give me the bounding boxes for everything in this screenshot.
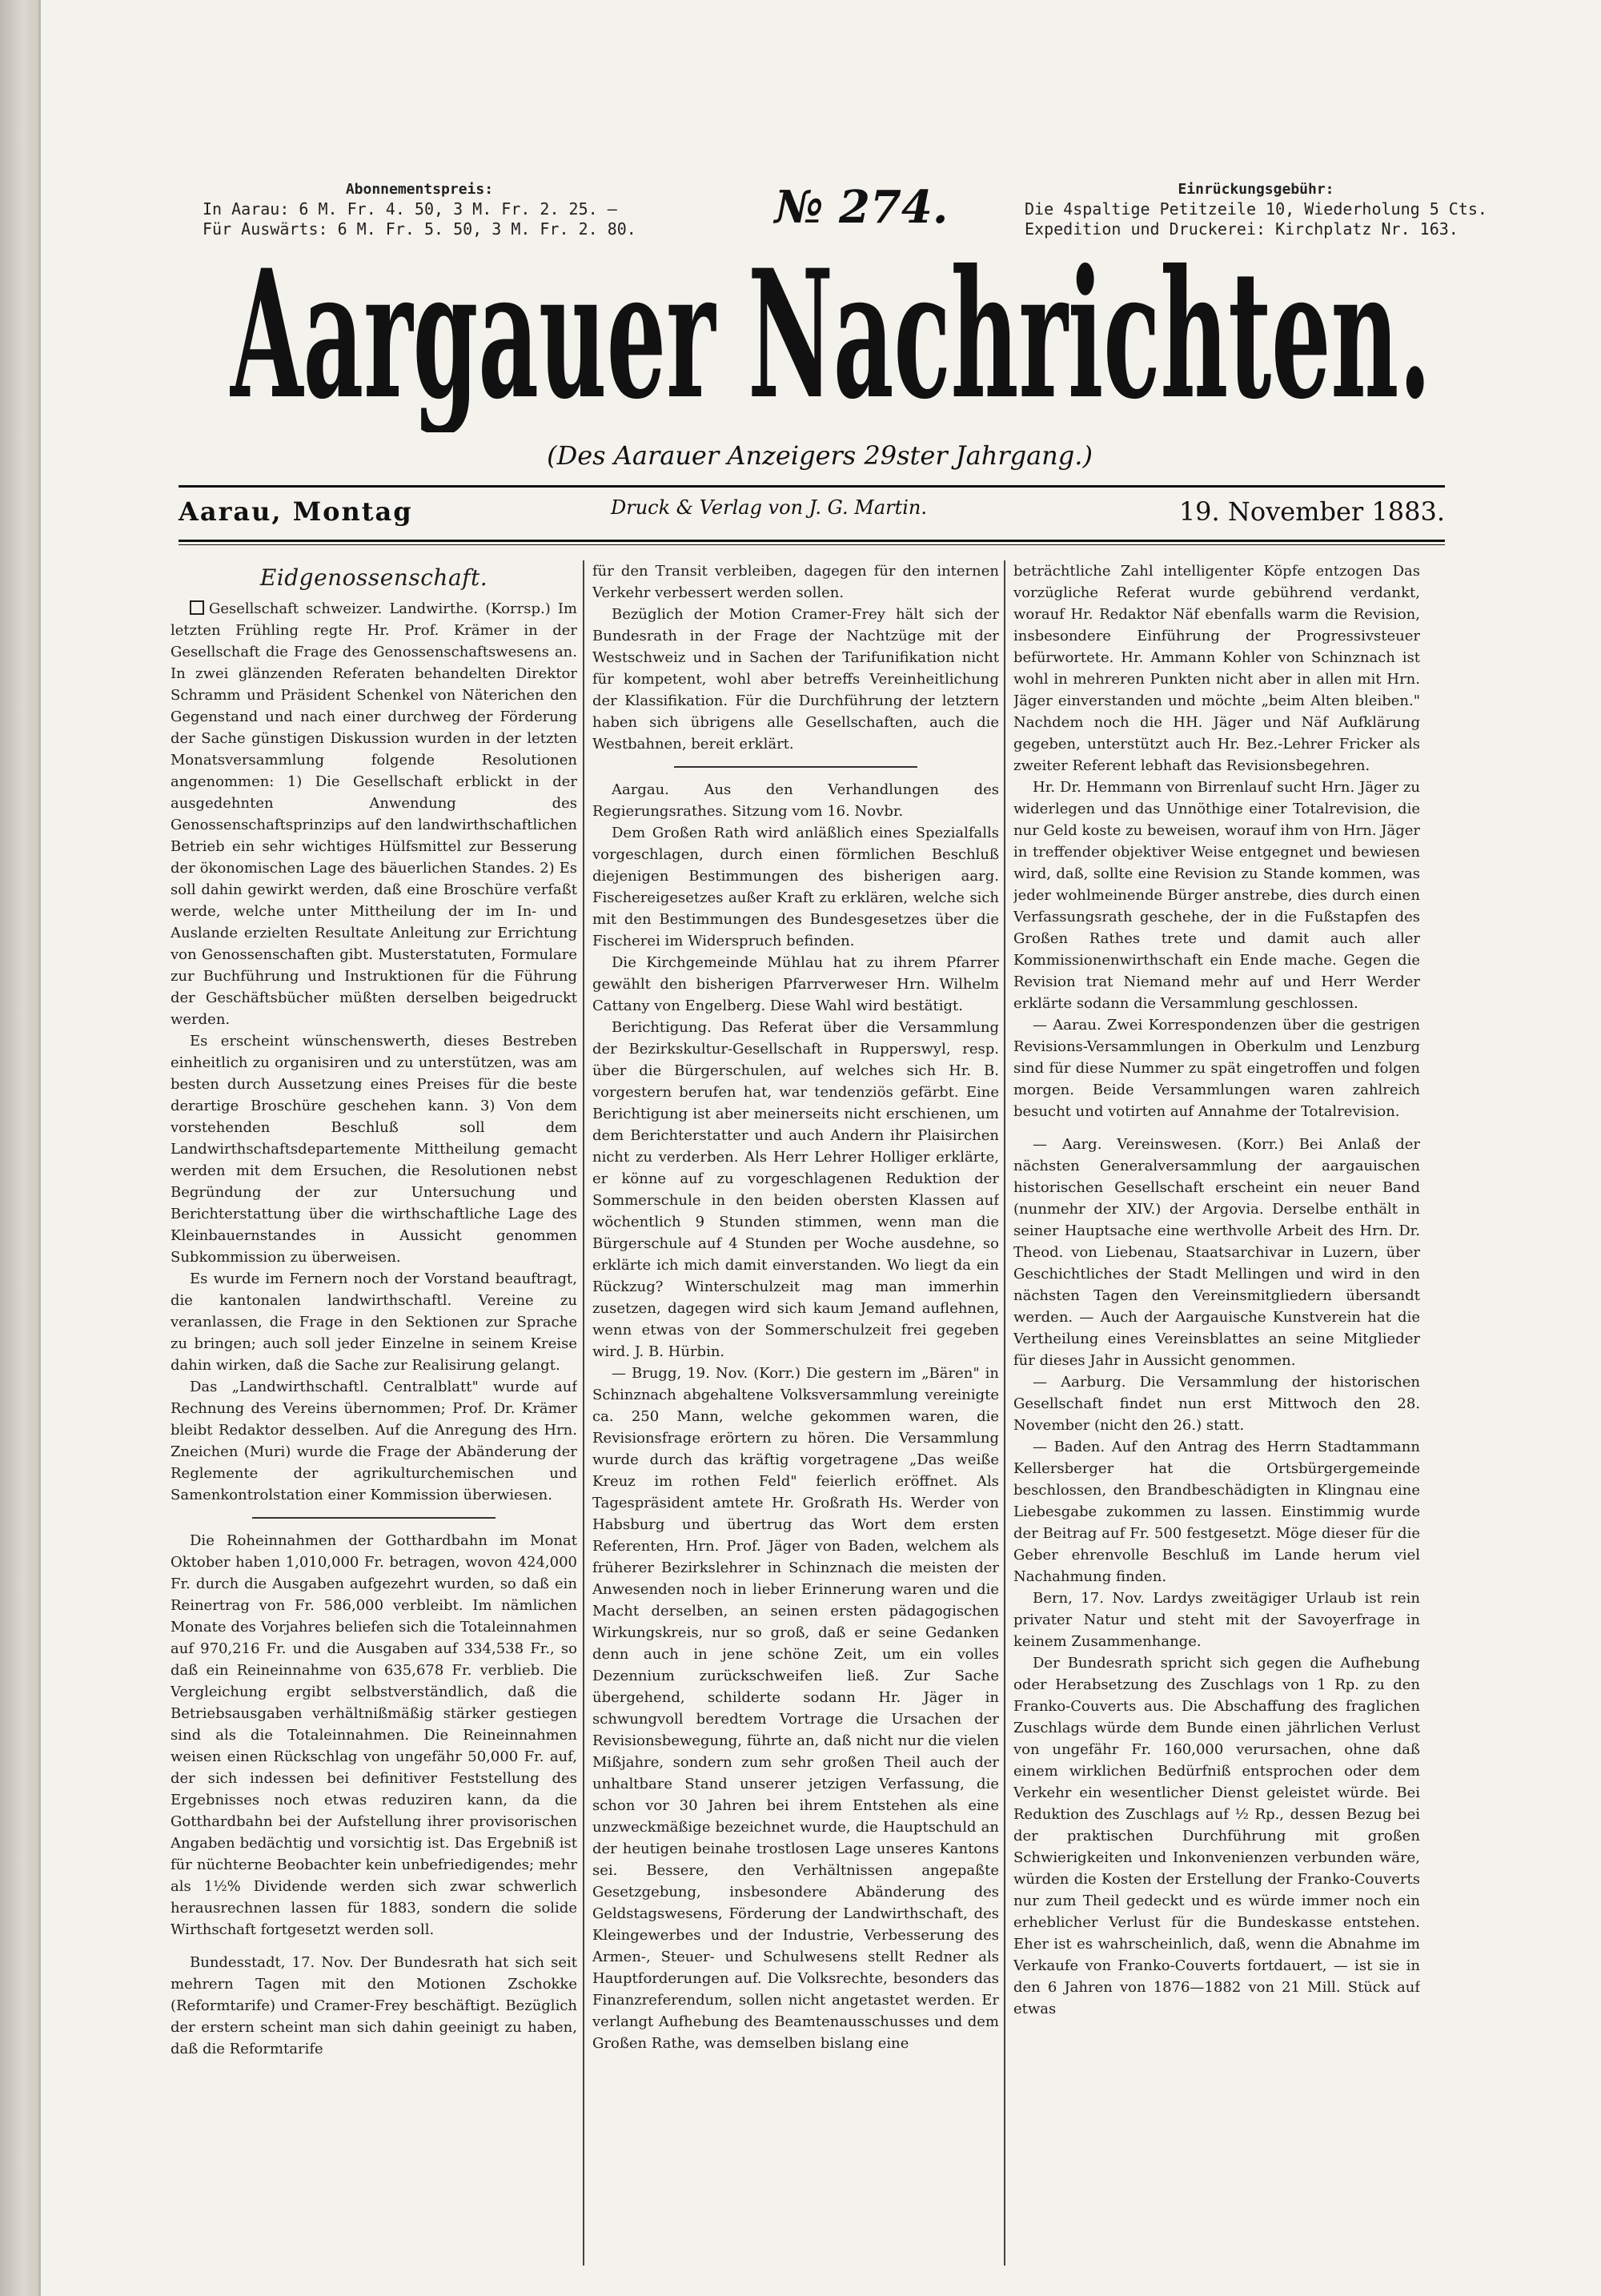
article-landwirthe: Gesellschaft schweizer. Landwirthe. (Korrsp.) Im letzten Frühling regte Hr. Prof. Krämer in der Gesellschaft die Frage des Genossenschaftswesens an. In zwei glänzenden Referaten behandelten Direktor Schramm und Präsident Schenkel von Näterichen den Gegenstand und nach einer durchweg der Förderung der Sache günstigen Diskussion wurden in der letzten Monatsversammlung folgende Resolutionen angenommen: 1) Die Gesellschaft erblickt in der ausgedehnten Anwendung des Genossenschaftsprinzips auf den landwirthschaftlichen Betrieb ein sehr wichtiges Hülfsmittel zur Besserung der ökonomischen Lage des bäuerlichen Standes. 2) Es soll dahin gewirkt werden, daß eine Broschüre verfaßt werde, welche unter Mittheilung der im In- und Auslande erzielten Resultate Anleitung zur Errichtung von Genossenschaften gibt. Musterstatuten, Formulare zur Buchführung und Instruktionen für die Führung der Geschäftsbücher müßten derselben beigedruckt werden. <box>171 600 577 1028</box>
article-cramer-frey: Bezüglich der Motion Cramer-Frey hält sich der Bundesrath in der Frage der Nachtzüge mit der Westschweiz und in Sachen der Tarifunifikation nicht für kompetent, wohl aber betreffs Vereinheitlichung der Klassifikation. Für die Durchführung der letztern haben sich übrigens alle Gesellschaften, auch die Westbahnen, bereit erklärt. <box>592 606 999 753</box>
article-berichtigung: Berichtigung. Das Referat über die Versammlung der Bezirkskultur-Gesellschaft in Rupperswyl, resp. über die Bürgerschulen, auf welches sich Hr. B. vorgestern berufen hat, war tendenziös gefärbt. Eine Berichtigung ist aber meinerseits nicht erschienen, um dem Berichterstatter und auch Andern ihr Plaisirchen nicht zu verderben. Als Herr Lehrer Holliger erklärte, er könne auf zu vorgeschlagenen Reduktion der Sommerschule in den beiden obersten Klassen auf wöchentlich 9 Stunden stimmen, wenn man die Bürgerschule auf 4 Stunden per Woche ausdehne, so erklärte ich mich damit einverstanden. Wo liegt da ein Rückzug? Winterschulzeit mag man immerhin zusetzen, dagegen wird sich kaum Jemand auflehnen, wenn etwas von der Sommerschulzeit frei gegeben wird. J. B. Hürbin. <box>592 1019 999 1360</box>
article-aarau-korrespondenzen: — Aarau. Zwei Korrespondenzen über die gestrigen Revisions-Versammlungen in Oberkulm und Lenzburg sind für diese Nummer zu spät eingetroffen und folgen morgen. Beide Versammlungen waren zahlreich besucht und votirten auf Annahme der Totalrevision. <box>1013 1017 1420 1120</box>
article-separator <box>252 1517 496 1519</box>
insertion-title: Einrückungsgebühr: <box>1178 181 1334 198</box>
insertion-line-rate: Die 4spaltige Petitzeile 10, Wiederholung 5 Cts. <box>1025 199 1487 219</box>
subscription-line-aarau: In Aarau: 6 M. Fr. 4. 50, 3 M. Fr. 2. 25. — <box>203 199 617 219</box>
header-rule-bottom <box>179 540 1445 542</box>
article-bundesstadt: Bundesstadt, 17. Nov. Der Bundesrath hat sich seit mehrern Tagen mit den Motionen Zschokke (Reformtarife) und Cramer-Frey beschäftigt. Bezüglich der erstern scheint man sich dahin geeinigt zu haben, daß die Reformtarife <box>171 1954 577 2057</box>
masthead-subtitle: (Des Aarauer Anzeigers 29ster Jahrgang.) <box>547 440 1093 471</box>
subscription-line-abroad: Für Auswärts: 6 M. Fr. 5. 50, 3 M. Fr. 2. 80. <box>203 219 636 239</box>
article-bern: Bern, 17. Nov. Lardys zweitägiger Urlaub ist rein privater Natur und steht mit der Savoyerfrage in keinem Zusammenhange. <box>1013 1590 1420 1650</box>
insertion-line-address: Expedition und Druckerei: Kirchplatz Nr. 163. <box>1025 219 1459 239</box>
insertion-fee-info <box>1025 179 1487 239</box>
article-aargau-regierungsrath: Aargau. Aus den Verhandlungen des Regierungsrathes. Sitzung vom 16. Novbr. <box>592 781 999 820</box>
masthead <box>223 240 1439 432</box>
article-landwirthe-cont1: Es erscheint wünschenswerth, dieses Bestreben einheitlich zu organisiren und zu unterstützen, was am besten durch Aussetzung eines Preises für die beste derartige Broschüre geschehen kann. 3) Von dem vorstehenden Beschluß soll dem Landwirthschaftsdepartemente Mittheilung gemacht werden mit dem Ersuchen, die Resolutionen nebst Begründung der zur Untersuchung und Berichterstattung über die wirthschaftliche Lage des Kleinbauernstandes in Aussicht genommen Subkommission zu überweisen. <box>171 1033 577 1266</box>
article-franko-couverts: Der Bundesrath spricht sich gegen die Aufhebung oder Herabsetzung des Zuschlags von 1 Rp. zu den Franko-Couverts aus. Die Abschaffung des fraglichen Zuschlags würde dem Bunde einen jährlichen Verlust von ungefähr Fr. 160,000 verursachen, ohne daß einem wirklichen Bedürfniß entsprochen oder dem Verkehr ein wesentlicher Dienst geleistet würde. Bei Reduktion des Zuschlags auf ½ Rp., dessen Bezug bei der praktischen Durchführung mit großen Schwierigkeiten und Inkonvenienzen verbunden wäre, würden die Kosten der Erstellung der Franko-Couverts nur zum Theil gedeckt und es würde immer noch ein erheblicher Verlust für die Bundeskasse entstehen. Eher ist es wahrscheinlich, daß, wenn die Abnahme im Verkaufe von Franko-Couverts fortdauert, — ist sie in den 6 Jahren von 1876—1882 von 21 Mill. Stück auf etwas <box>1013 1655 1420 2017</box>
article-hemmann: Hr. Dr. Hemmann von Birrenlauf sucht Hrn. Jäger zu widerlegen und das Unnöthige einer Totalrevision, die nur Geld koste zu beweisen, worauf ihm von Hrn. Jäger in treffender objektiver Weise entgegnet und bewiesen wird, daß, sollte eine Revision zu Stande kommen, was jeder wohlmeinende Bürger anstrebe, dies durch einen Verfassungsrath geschehe, der in die Fußstapfen des Großen Rathes trete und damit auch aller Kommissionenwirthschaft ein Ende mache. Gegen die Revision trat Niemand mehr auf und Herr Werder erklärte sodann die Versammlung geschlossen. <box>1013 779 1420 1012</box>
article-muehlau: Die Kirchgemeinde Mühlau hat zu ihrem Pfarrer gewählt den bisherigen Pfarrverweser Hrn. Wilhelm Cattany von Engelberg. Diese Wahl wird bestätigt. <box>592 954 999 1014</box>
masthead-title: Aargauer Nachrichten. <box>229 240 1432 432</box>
article-brugg: — Brugg, 19. Nov. (Korr.) Die gestern im „Bären" in Schinznach abgehaltene Volksversammlung vereinigte ca. 250 Mann, welche gekommen waren, die Revisionsfrage erörtern zu hören. Die Versammlung wurde durch das kräftig vorgetragene „Das weiße Kreuz im rothen Feld" feierlich eröffnet. Als Tagespräsident amtete Hr. Großrath Hs. Werder von Habsburg und übertrug das Wort dem ersten Referenten, Hrn. Prof. Jäger von Baden, welchem als früherer Bezirkslehrer in Schinznach die meisten der Anwesenden noch in lieber Erinnerung waren und die Macht derselben, an seinen ersten pädagogischen Wirkungskreis, nur so groß, daß er seine Gedanken denn auch in jene schöne Zeit, um ein volles Dezennium zurückschweifen ließ. Zur Sache übergehend, schilderte sodann Hr. Jäger in schwungvoll beredtem Vortrage die Ursachen der Revisionsbewegung, führte an, daß nicht nur die vielen Mißjahre, sondern zum sehr großen Theil auch der unhaltbare Stand unserer jetzigen Verfassung, die schon vor 30 Jahren bei ihrem Entstehen als eine unzweckmäßige bezeichnet wurde, die Hauptschuld an der heutigen beinahe trostlosen Lage unseres Kantons sei. Bessere, den Verhältnissen angepaßte Gesetzgebung, insbesondere Abänderung des Geldstagswesens, Förderung der Landwirthschaft, des Kleingewerbes und der Industrie, Verbesserung des Armen-, Steuer- und Schulwesens stellt Redner als Hauptforderungen auf. Die Volksrechte, besonders das Finanzreferendum, sollen nicht angetastet werden. Er verlangt Aufhebung des Beamtenausschusses und dem Großen Rathe, was demselben bislang eine <box>592 1365 999 2052</box>
header-rule-top <box>179 485 1445 488</box>
column-divider-1 <box>583 560 584 2266</box>
article-brugg-cont: beträchtliche Zahl intelligenter Köpfe entzogen Das vorzügliche Referat wurde gebührend verdankt, worauf Hr. Redaktor Näf ebenfalls warm die Revision, insbesondere Einführung der Progressivsteuer befürwortete. Hr. Ammann Kohler von Schinznach ist wohl in mehreren Punkten nicht aber in allen mit Hrn. Jäger einverstanden und möchte „beim Alten bleiben." Nachdem noch die HH. Jäger und Näf Aufklärung gegeben, unterstützt auch Hr. Bez.-Lehrer Fricker als zweiter Referent lebhaft das Revisionsbegehren. <box>1013 563 1420 774</box>
square-marker-icon <box>190 600 204 615</box>
article-separator <box>674 766 918 768</box>
article-landwirthe-cont2: Es wurde im Fernern noch der Vorstand beauftragt, die kantonalen landwirthschaftl. Vereine zu veranlassen, die Frage in den Sektionen zur Sprache zu bringen; auch soll jeder Einzelne in seinem Kreise dahin wirken, daß die Sache zur Realisirung gelangt. <box>171 1270 577 1374</box>
column-2 <box>592 560 999 2266</box>
article-baden: — Baden. Auf den Antrag des Herrn Stadtammann Kellersberger hat die Ortsbürgergemeinde beschlossen, den Brandbeschädigten in Klingnau eine Liebesgabe zukommen zu lassen. Einstimmig wurde der Beitrag auf Fr. 500 festgesetzt. Möge dieser für die Geber ehrenvolle Beschluß im Lande herum viel Nachahmung finden. <box>1013 1439 1420 1585</box>
subscription-info <box>203 179 636 239</box>
dateline-date: 19. November 1883. <box>1178 496 1445 527</box>
header-rule-bottom-thin <box>179 544 1445 545</box>
page-binding-edge <box>0 0 38 2296</box>
dateline-place: Aarau, Montag <box>179 496 413 527</box>
article-gotthardbahn: Die Roheinnahmen der Gotthardbahn im Monat Oktober haben 1,010,000 Fr. betragen, wovon 424,000 Fr. durch die Ausgaben aufgezehrt wurden, so daß ein Reinertrag von Fr. 586,000 verbleibt. Im nämlichen Monate des Vorjahres beliefen sich die Totaleinnahmen auf 970,216 Fr. und die Ausgaben auf 334,538 Fr., so daß ein Reineinnahme von 635,678 Fr. verblieb. Die Vergleichung ergibt selbstverständlich, daß die Betriebsausgaben verhältnißmäßig stärker gestiegen sind als die Totaleinnahmen. Die Reineinnahmen weisen einen Rückschlag von ungefähr 50,000 Fr. auf, der sich indessen bei definitiver Feststellung des Ergebnisses noch etwas reduziren kann, da die Gotthardbahn bei der Aufstellung ihrer provisorischen Angaben bedächtig und vorsichtig ist. Das Ergebniß ist für nüchterne Beobachter kein unbefriedigendes; mehr als 1½% Dividende werden sich zwar schwerlich herausrechnen lassen für 1883, sondern die solide Wirthschaft fortgesetzt werden soll. <box>171 1532 577 1938</box>
issue-number: № 274. <box>774 181 949 234</box>
column-1 <box>171 560 577 2266</box>
article-vereinswesen: — Aarg. Vereinswesen. (Korr.) Bei Anlaß der nächsten Generalversammlung der aargauischen historischen Gesellschaft erscheint ein neuer Band (nunmehr der XIV.) der Argovia. Derselbe enthält in seiner Hauptsache eine werthvolle Arbeit des Hrn. Dr. Theod. von Liebenau, Staatsarchivar in Luzern, über Geschichtliches der Stadt Mellingen und wird in den nächsten Tagen den Vereinsmitgliedern übersandt werden. — Auch der Aargauische Kunstverein hat die Vertheilung eines Vereinsblattes an seine Mitglieder für dieses Jahr in Aussicht genommen. <box>1013 1136 1420 1369</box>
article-aarburg: — Aarburg. Die Versammlung der historischen Gesellschaft findet nun erst Mittwoch den 28. November (nicht den 26.) statt. <box>1013 1374 1420 1434</box>
article-transit-cont: für den Transit verbleiben, dagegen für den internen Verkehr verbessert werden sollen. <box>592 563 999 601</box>
article-landwirthe-cont3: Das „Landwirthschaftl. Centralblatt" wurde auf Rechnung des Vereins übernommen; Prof. Dr. Krämer bleibt Redaktor desselben. Auf die Anregung des Hrn. Zneichen (Muri) wurde die Frage der Abänderung der Reglemente der agrikulturchemischen und Samenkontrolstation einer Kommission überwiesen. <box>171 1379 577 1503</box>
article-fischereigesetz: Dem Großen Rath wird anläßlich eines Spezialfalls vorgeschlagen, durch einen förmlichen Beschluß diejenigen Bestimmungen des bisherigen aarg. Fischereigesetzes außer Kraft zu erklären, welche sich mit den Bestimmungen des Bundesgesetzes über die Fischerei im Widerspruch befinden. <box>592 825 999 949</box>
subscription-title: Abonnementspreis: <box>345 181 494 198</box>
column-3 <box>1013 560 1420 2266</box>
section-heading-eidgenossenschaft: Eidgenossenschaft. <box>259 564 488 591</box>
newspaper-page <box>38 0 1601 2296</box>
dateline <box>179 496 1445 535</box>
dateline-publisher: Druck & Verlag von J. G. Martin. <box>611 496 928 519</box>
column-divider-2 <box>1004 560 1005 2266</box>
